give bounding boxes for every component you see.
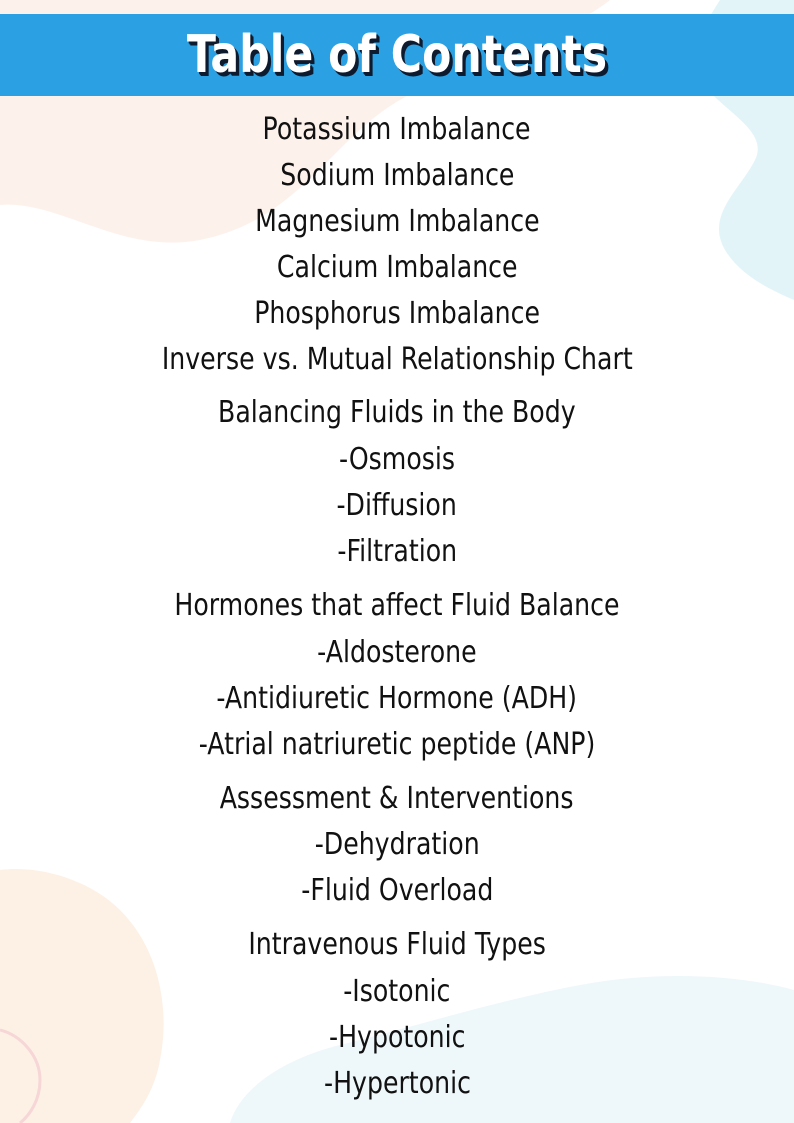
toc-subitem-hypotonic: -Hypotonic (328, 1020, 466, 1055)
toc-subitem-aldosterone: -Aldosterone (317, 635, 477, 670)
toc-item-calcium: Calcium Imbalance (276, 250, 518, 285)
toc-item-hormones: Hormones that affect Fluid Balance (174, 588, 620, 623)
toc-subitem-isotonic: -Isotonic (343, 974, 451, 1009)
toc-subitem-anp: -Atrial natriuretic peptide (ANP) (198, 727, 596, 762)
toc-item-potassium: Potassium Imbalance (262, 112, 532, 147)
toc-subitem-dehydration: -Dehydration (314, 827, 480, 862)
toc-item-relationship-chart: Inverse vs. Mutual Relationship Chart (161, 342, 633, 377)
toc-subitem-adh: -Antidiuretic Hormone (ADH) (216, 681, 578, 716)
toc-subitem-diffusion: -Diffusion (336, 488, 458, 523)
toc-item-assessment: Assessment & Interventions (220, 781, 574, 816)
toc-item-balancing-fluids: Balancing Fluids in the Body (218, 395, 576, 430)
toc-item-iv-fluid-types: Intravenous Fluid Types (248, 927, 546, 962)
title-banner (0, 14, 794, 96)
toc-subitem-hypertonic: -Hypertonic (323, 1066, 471, 1101)
toc-subitem-fluid-overload: -Fluid Overload (300, 873, 494, 908)
toc-item-sodium: Sodium Imbalance (279, 158, 515, 193)
page-title: Table of Contents (186, 25, 608, 85)
toc-item-phosphorus: Phosphorus Imbalance (254, 296, 540, 331)
toc-item-magnesium: Magnesium Imbalance (254, 204, 540, 239)
toc-subitem-filtration: -Filtration (337, 534, 457, 569)
toc-subitem-osmosis: -Osmosis (338, 442, 455, 477)
